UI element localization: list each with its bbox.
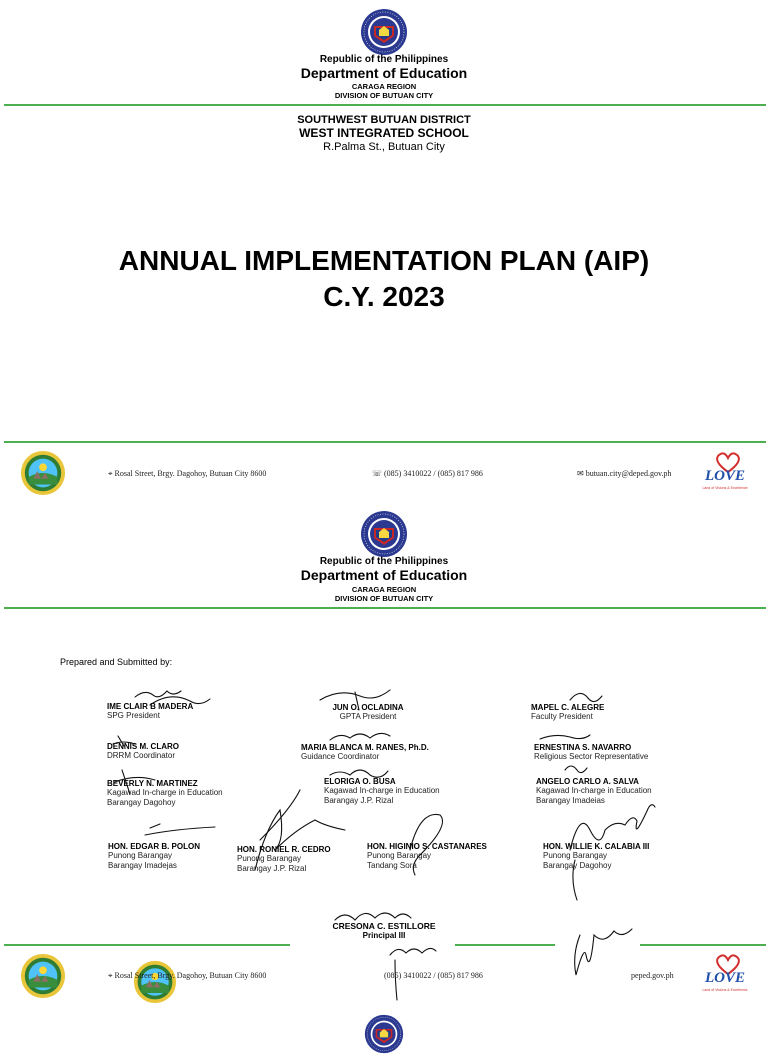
deped-seal-icon	[360, 510, 408, 558]
svg-text:Land of Visions & Excellence: Land of Visions & Excellence	[702, 486, 748, 490]
signatory: IME CLAIR B MADERA SPG President	[107, 702, 194, 720]
signatory: ERNESTINA S. NAVARRO Religious Sector Representative	[534, 743, 649, 761]
signatory: ELORIGA O. BUSA Kagawad In-charge in Education Barangay J.P. Rizal	[324, 777, 440, 805]
mail-icon: ✉	[577, 469, 584, 478]
header-republic: Republic of the Philippines	[319, 54, 449, 65]
deped-seal-icon	[360, 8, 408, 56]
signatory: DENNIS M. CLARO DRRM Coordinator	[107, 742, 179, 760]
footer-phone: (085) 3410022 / (085) 817 986	[384, 971, 483, 980]
phone-icon: ☏	[372, 469, 383, 478]
footer-divider	[4, 441, 766, 443]
school-district: SOUTHWEST BUTUAN DISTRICT	[297, 114, 471, 126]
signatory: HON. EDGAR B. POLON Punong Barangay Barangay Imadejas	[108, 842, 201, 870]
header-department: Department of Education	[300, 567, 468, 583]
location-pin-icon: ⌖	[108, 469, 113, 478]
header-region: CARAGA REGION	[351, 82, 417, 91]
principal-signatory: CRESONA C. ESTILLORE Principal III	[332, 921, 436, 940]
footer-phone: ☏ (085) 3410022 / (085) 817 986	[372, 469, 483, 478]
division-seal-icon	[133, 960, 177, 1004]
signatory: HON. RONIEL R. CEDRO Punong Barangay Barangay J.P. Rizal	[237, 845, 331, 873]
signatory: HON. WILLIE K. CALABIA III Punong Barangay Barangay Dagohoy	[543, 842, 650, 870]
signatory: ANGELO CARLO A. SALVA Kagawad In-charge in Education Barangay Imadeias	[536, 777, 652, 805]
header-division: DIVISION OF BUTUAN CITY	[334, 594, 434, 603]
prepared-label: Prepared and Submitted by:	[60, 657, 173, 667]
school-name: WEST INTEGRATED SCHOOL	[299, 126, 469, 140]
signatory: HON. HIGINIO S. CASTANARES Punong Barangay Tandang Sora	[367, 842, 487, 870]
header-divider	[4, 104, 766, 106]
signatory: JUN O. OCLADINA GPTA President	[332, 703, 404, 721]
header-division: DIVISION OF BUTUAN CITY	[334, 91, 434, 100]
document-year: C.Y. 2023	[323, 281, 445, 312]
deped-seal-icon	[364, 1014, 404, 1054]
signatory: BEVERLY N. MARTINEZ Kagawad In-charge in Education Barangay Dagohoy	[107, 779, 223, 807]
division-seal-icon	[20, 953, 66, 999]
footer-divider	[640, 944, 766, 946]
document-title: ANNUAL IMPLEMENTATION PLAN (AIP)	[118, 245, 650, 276]
footer-email: peped.gov.ph	[631, 971, 674, 980]
location-pin-icon: ⌖	[108, 971, 113, 980]
footer-email: ✉ butuan.city@deped.gov.ph	[577, 469, 672, 478]
footer-divider	[4, 944, 290, 946]
division-seal-icon	[20, 450, 66, 496]
signatory: MAPEL C. ALEGRE Faculty President	[531, 703, 605, 721]
love-logo-icon	[700, 952, 750, 994]
header-region: CARAGA REGION	[351, 585, 417, 594]
footer-divider	[455, 944, 555, 946]
header-divider	[4, 607, 766, 609]
svg-text:Land of Visions & Excellence: Land of Visions & Excellence	[702, 988, 748, 992]
svg-text:LOVE: LOVE	[704, 970, 746, 986]
header-republic: Republic of the Philippines	[319, 556, 449, 567]
header-department: Department of Education	[300, 65, 468, 81]
footer-address: ⌖ Rosal Street, Brgy. Dagohoy, Butuan City 8600	[108, 971, 267, 980]
school-address: R.Palma St., Butuan City	[323, 141, 445, 153]
love-logo-icon	[700, 450, 750, 492]
svg-text:LOVE: LOVE	[704, 468, 746, 484]
signatory: MARIA BLANCA M. RANES, Ph.D. Guidance Coordinator	[301, 743, 429, 761]
footer-address: ⌖ Rosal Street, Brgy. Dagohoy, Butuan City 8600	[108, 469, 267, 478]
